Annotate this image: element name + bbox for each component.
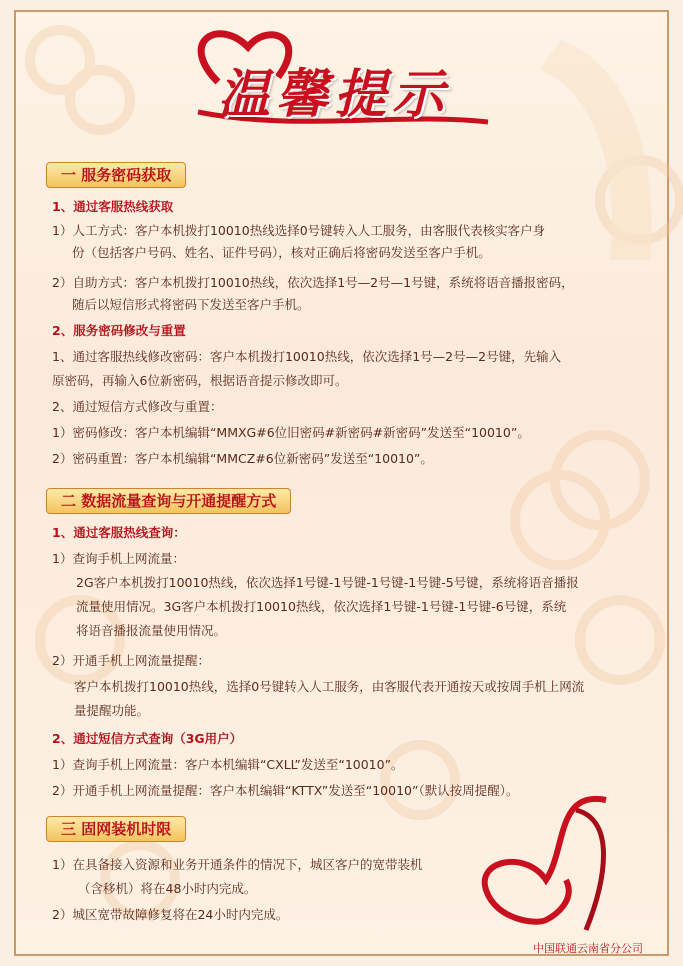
text-line: 2）自助方式：客户本机拨打10010热线，依次选择1号—2号—1号键，系统将语音播报密码， [52,275,574,290]
text-line: 随后以短信形式将密码下发送至客户手机。 [72,297,310,312]
section-heading-broadband: 三 固网装机时限 [46,816,186,842]
text-line: 1）查询手机上网流量：客户本机编辑“CXLL”发送至“10010”。 [52,757,404,772]
text-line: 2）开通手机上网流量提醒：客户本机编辑“KTTX”发送至“10010”（默认按周提醒）。 [52,783,519,798]
text-line: 将语音播报流量使用情况。 [76,623,227,638]
text-line: 1）人工方式：客户本机拨打10010热线选择0号键转入人工服务，由客服代表核实客户身 [52,223,546,238]
text-line: 1）在具备接入资源和业务开通条件的情况下，城区客户的宽带装机 [52,857,423,872]
text-line: 2）城区宽带故障修复将在24小时内完成。 [52,907,289,922]
text-line: 2G客户本机拨打10010热线，依次选择1号键-1号键-1号键-1号键-5号键，系统将语音播报 [76,575,579,590]
section-heading-password: 一 服务密码获取 [46,162,186,188]
subheading: 1、通过客服热线查询： [52,525,186,540]
text-line: 1）查询手机上网流量： [52,551,185,566]
title-banner [178,22,498,134]
text-line: 客户本机拨打10010热线，选择0号键转入人工服务，由客服代表开通按天或按周手机上网流 [74,679,585,694]
text-line: 流量使用情况。3G客户本机拨打10010热线，依次选择1号键-1号键-1号键-6号键，系统 [76,599,567,614]
subheading: 2、服务密码修改与重置 [52,323,186,338]
text-line: 1、通过客服热线修改密码：客户本机拨打10010热线，依次选择1号—2号—2号键，先输入 [52,349,562,364]
text-line: 2）开通手机上网流量提醒： [52,653,210,668]
page-title: 温馨提示 [218,64,451,125]
text-line: 原密码，再输入6位新密码，根据语音提示修改即可。 [52,373,348,388]
subheading: 1、通过客服热线获取 [52,199,174,214]
section-heading-data: 二 数据流量查询与开通提醒方式 [46,488,291,514]
text-line: 份（包括客户号码、姓名、证件号码），核对正确后将密码发送至客户手机。 [72,245,491,260]
text-line: 量提醒功能。 [74,703,150,718]
text-line: （含移机）将在48小时内完成。 [78,881,257,896]
footer-company: 中国联通云南省分公司 [533,942,643,955]
text-line: 2、通过短信方式修改与重置： [52,399,223,414]
text-line: 1）密码修改：客户本机编辑“MMXG#6位旧密码#新密码#新密码”发送至“10010”。 [52,425,530,440]
text-line: 2）密码重置：客户本机编辑“MMCZ#6位新密码”发送至“10010”。 [52,451,433,466]
poster-frame [14,10,669,956]
subheading: 2、通过短信方式查询（3G用户） [52,731,243,746]
